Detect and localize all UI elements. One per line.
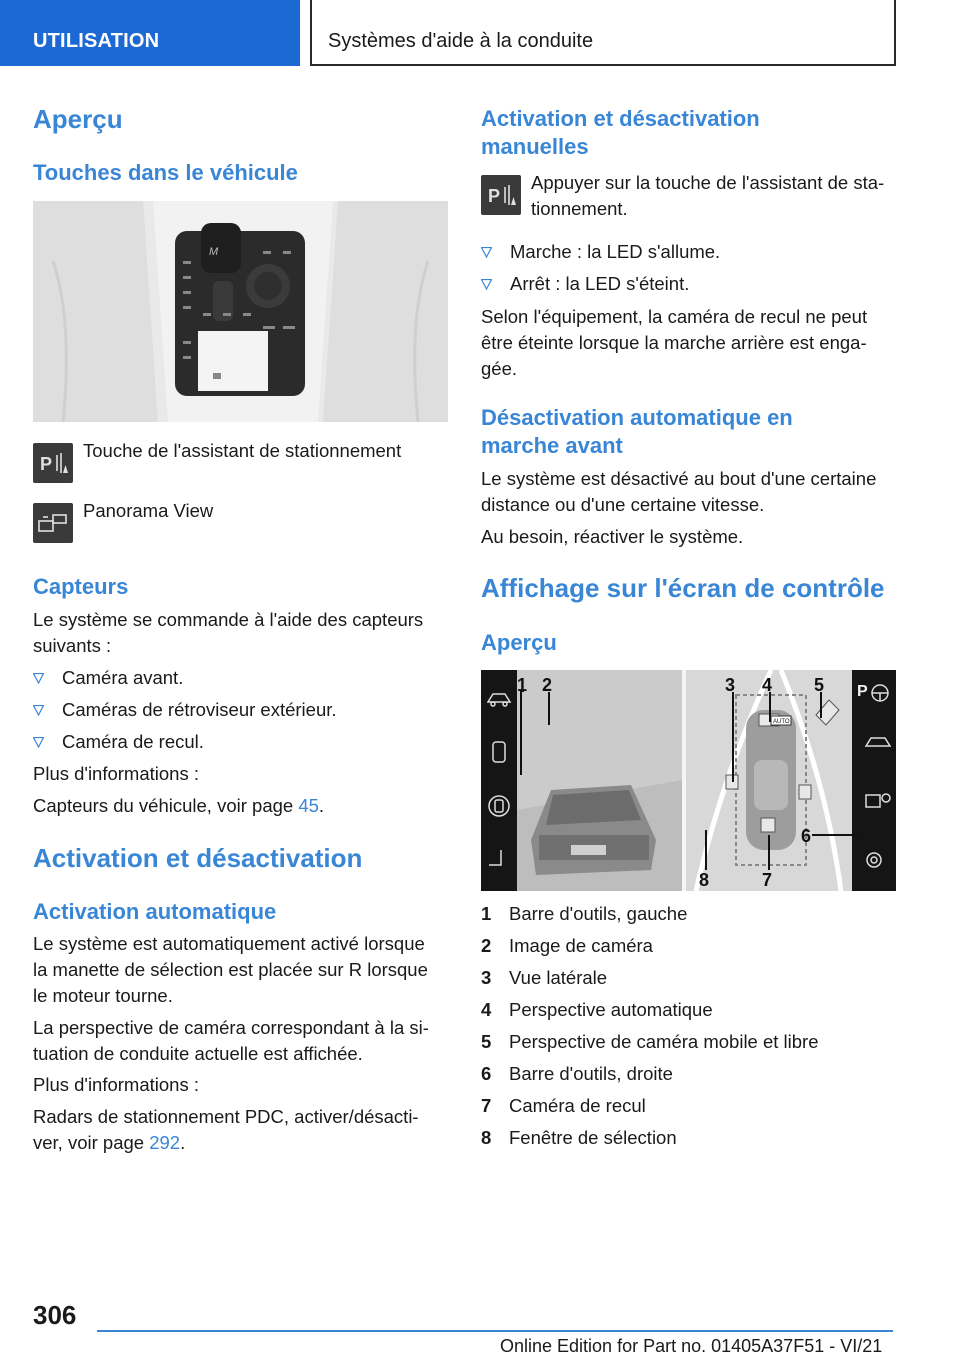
equip-text-2: être éteinte lorsque la marche arrière est enga- bbox=[481, 332, 867, 353]
legend-number: 1 bbox=[481, 903, 492, 924]
reactivate-text: Au besoin, réactiver le système. bbox=[481, 526, 744, 547]
auto-text-2: la manette de sélection est placée sur R lorsque bbox=[33, 959, 428, 980]
edition-text: Online Edition for Part no. 01405A37F51 - VI/21 bbox=[500, 1336, 883, 1356]
list-item-text: Caméra de recul. bbox=[62, 731, 204, 752]
svg-text:M: M bbox=[209, 246, 219, 258]
capteurs-ref bbox=[33, 793, 324, 819]
display-heading: Affichage sur l'écran de contrôle bbox=[481, 573, 885, 603]
manual-heading-1: Activation et désactivation bbox=[481, 106, 760, 131]
legend-text: Fenêtre de sélection bbox=[509, 1127, 677, 1148]
bullet-triangle-icon bbox=[481, 247, 492, 258]
screen-label-5: 5 bbox=[814, 675, 825, 695]
capteurs-heading: Capteurs bbox=[33, 574, 129, 599]
plus-info-label-2: Plus d'informations : bbox=[33, 1074, 199, 1095]
legend-text: Barre d'outils, droite bbox=[509, 1063, 673, 1084]
footer-divider bbox=[97, 1330, 893, 1332]
screen-label-3: 3 bbox=[725, 675, 736, 695]
screen-label-7: 7 bbox=[762, 870, 773, 890]
deact-text-1: Le système est désactivé au bout d'une certaine bbox=[481, 468, 877, 489]
auto-text-3: le moteur tourne. bbox=[33, 985, 173, 1006]
legend-number: 6 bbox=[481, 1063, 492, 1084]
screen-label-2: 2 bbox=[542, 675, 553, 695]
legend-text: Caméra de recul bbox=[509, 1095, 646, 1116]
bullet-triangle-icon bbox=[33, 737, 44, 748]
legend-text: Barre d'outils, gauche bbox=[509, 903, 688, 924]
legend-text: Perspective de caméra mobile et libre bbox=[509, 1031, 819, 1052]
legend-number: 4 bbox=[481, 999, 492, 1020]
list-item-text: Caméra avant. bbox=[62, 667, 184, 688]
section-tab[interactable]: UTILISATION bbox=[0, 0, 300, 66]
svg-text:P: P bbox=[40, 454, 53, 474]
radars-page-link[interactable]: 292 bbox=[149, 1132, 181, 1153]
deact-text-2: distance ou d'une certaine vitesse. bbox=[481, 494, 765, 515]
console-photo bbox=[33, 201, 448, 422]
radars-ref bbox=[33, 1130, 185, 1156]
equip-text-1: Selon l'équipement, la caméra de recul ne peut bbox=[481, 306, 868, 327]
legend-text: Image de caméra bbox=[509, 935, 653, 956]
screen-label-1: 1 bbox=[517, 675, 528, 695]
bullet-triangle-icon bbox=[33, 673, 44, 684]
legend-number: 8 bbox=[481, 1127, 492, 1148]
persp-text-2: tuation de conduite actuelle est affichée. bbox=[33, 1043, 363, 1064]
control-display-image bbox=[481, 670, 896, 891]
manual-text-1: Appuyer sur la touche de l'assistant de sta- bbox=[531, 172, 885, 193]
equip-text-3: gée. bbox=[481, 358, 518, 379]
bullet-triangle-icon bbox=[481, 279, 492, 290]
plus-info-label: Plus d'informations : bbox=[33, 763, 199, 784]
radars-text-1: Radars de stationnement PDC, activer/désacti- bbox=[33, 1106, 419, 1127]
legend-number: 3 bbox=[481, 967, 492, 988]
deact-heading-2: marche avant bbox=[481, 433, 623, 458]
legend-number: 2 bbox=[481, 935, 492, 956]
apercu-heading: Aperçu bbox=[481, 630, 557, 655]
list-item-text: Caméras de rétroviseur extérieur. bbox=[62, 699, 337, 720]
park-assist-icon bbox=[481, 175, 521, 215]
auto-activation-heading: Activation automatique bbox=[33, 899, 277, 924]
manual-text-2: tionnement. bbox=[531, 198, 628, 219]
legend-number: 7 bbox=[481, 1095, 492, 1116]
auto-badge: AUTO bbox=[773, 719, 790, 725]
period: . bbox=[180, 1132, 186, 1153]
svg-text:P: P bbox=[488, 186, 501, 206]
capteurs-page-link[interactable]: 45 bbox=[298, 795, 319, 816]
screen-label-8: 8 bbox=[699, 870, 710, 890]
auto-text-1: Le système est automatiquement activé lorsque bbox=[33, 933, 425, 954]
list-item-text: Arrêt : la LED s'éteint. bbox=[510, 273, 690, 294]
icon2-label: Panorama View bbox=[83, 500, 214, 521]
capteurs-text-1: Le système se commande à l'aide des capteurs bbox=[33, 609, 424, 630]
deact-heading-1: Désactivation automatique en bbox=[481, 405, 793, 430]
icon1-label: Touche de l'assistant de stationnement bbox=[83, 440, 402, 461]
manual-heading-2: manuelles bbox=[481, 134, 589, 159]
panorama-view-icon bbox=[33, 503, 73, 543]
legend-text: Vue latérale bbox=[509, 967, 608, 988]
bullet-triangle-icon bbox=[33, 705, 44, 716]
screen-label-4: 4 bbox=[762, 675, 773, 695]
svg-text:P: P bbox=[857, 683, 868, 700]
legend-number: 5 bbox=[481, 1031, 492, 1052]
page-title: Aperçu bbox=[33, 104, 123, 134]
page-number: 306 bbox=[33, 1300, 77, 1330]
activation-heading: Activation et désactivation bbox=[33, 843, 363, 873]
screen-label-6: 6 bbox=[801, 826, 812, 846]
period: . bbox=[318, 795, 325, 816]
legend-text: Perspective automatique bbox=[509, 999, 713, 1020]
persp-text-1: La perspective de caméra correspondant à la si- bbox=[33, 1017, 429, 1038]
capteurs-text-2: suivants : bbox=[33, 635, 112, 656]
capteurs-ref-text: Capteurs du véhicule, voir page bbox=[33, 795, 299, 816]
park-assist-icon bbox=[33, 443, 73, 483]
list-item-text: Marche : la LED s'allume. bbox=[510, 241, 721, 262]
touches-heading: Touches dans le véhicule bbox=[33, 160, 298, 185]
radars-ref-text: ver, voir page bbox=[33, 1132, 150, 1153]
chapter-title: Systèmes d'aide à la conduite bbox=[310, 0, 896, 66]
